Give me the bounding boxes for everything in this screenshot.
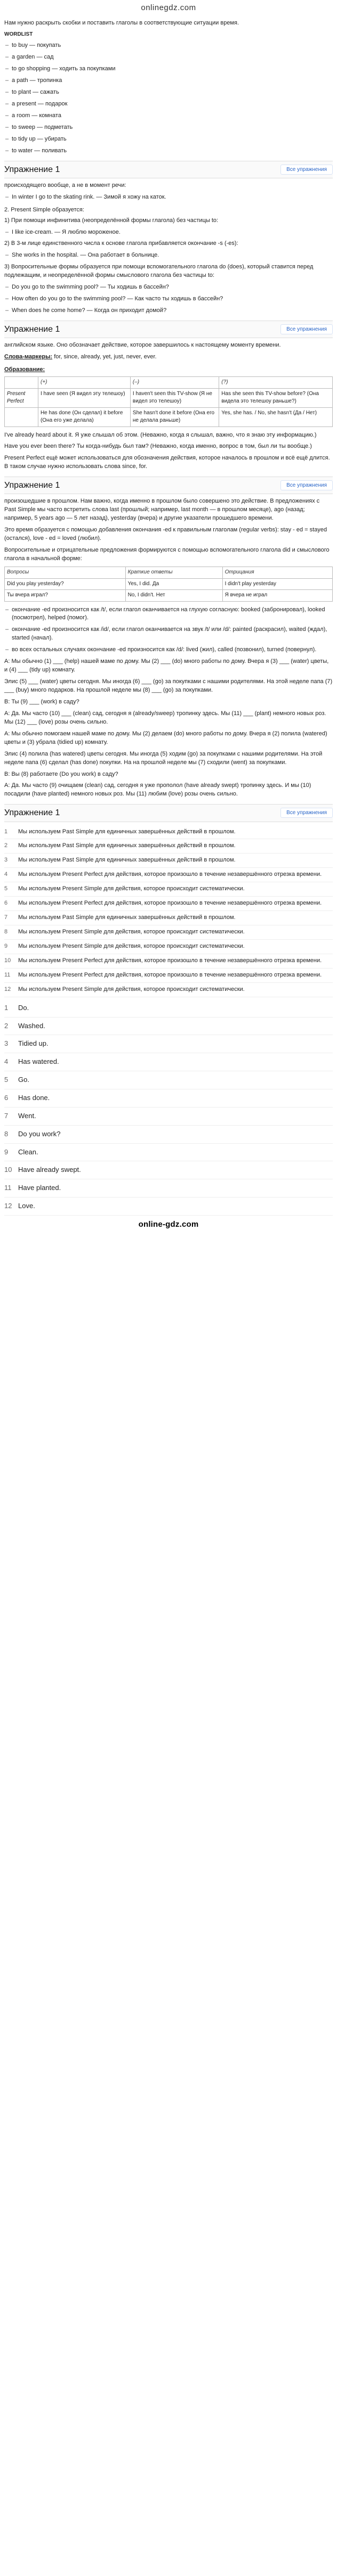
list-item: 1 Do.: [4, 999, 333, 1018]
text-line: Это время образуется с помощью добавления окончания -ed к правильным глаголам (regular verbs): stay - ed = stayed (остался), love - ed = loved (любил).: [4, 527, 327, 542]
list-item: 10 Мы используем Present Perfect для действия, которое произошло в течение незавершённого отрезка времени.: [4, 954, 333, 969]
list-item: 7 Went.: [4, 1107, 333, 1126]
table-row: [5, 590, 333, 602]
task-text: A: Mы обычно (1) ___ (help) нашей маме по дому. Мы (2) ___ (do) много работы по дому. Вчера я (3) ___ (water) цветы, и (4) ___ (tidy up) комнату.: [4, 658, 329, 674]
list-item: 4 Has watered.: [4, 1053, 333, 1071]
list-item: 12 Love.: [4, 1197, 333, 1216]
answer-text: B: Вы (8) работаете (Do you work) в саду?: [4, 770, 118, 777]
exercise-header: [4, 321, 333, 338]
list-item: – окончание -ed произносится как /t/, если глагол оканчивается на глухую согласную: booked (забронировал), looked (посмотрел), helped (помог).: [4, 606, 333, 623]
text-line: Present Perfect ещё может использоваться для обозначения действия, которое началось в прошлом и всё ещё длится. В таком случае нужно использовать слова since, for.: [4, 455, 330, 470]
intro-text: Нам нужно раскрыть скобки и поставить глаголы в соответствующие ситуации время.: [4, 19, 239, 26]
list-item: 3 Мы используем Past Simple для единичных завершённых действий в прошлом.: [4, 854, 333, 868]
list-item: – to plant — сажать: [4, 88, 333, 97]
text-line: английском языке. Оно обозначает действие, которое завершилось к настоящему моменту времени.: [4, 342, 281, 349]
list-item: – In winter I go to the skating rink. — Зимой я хожу на каток.: [4, 193, 333, 202]
rule-text: 1) При помощи инфинитива (неопределённой формы глагола) без частицы to:: [4, 217, 219, 224]
answer-text: Элис (4) полила (has watered) цветы сегодня. Мы иногда (5) ходим (go) за покупками с нашими родителями. На этой неделе папа (6) сделал (has done) покупки. На на прошлой неделе мы (7) сходили (went) за покупками.: [4, 750, 323, 766]
wordlist: [4, 42, 333, 155]
watermark-footer: online-gdz.com: [138, 1219, 199, 1229]
table-header-row: [5, 377, 333, 389]
list-item: – to sweep — подметать: [4, 124, 333, 132]
text-line: происходящего вообще, а не в момент речи:: [4, 182, 126, 188]
all-exercises-button[interactable]: Все упражнения: [280, 480, 333, 490]
list-item: 10 Have already swept.: [4, 1161, 333, 1179]
list-item: 4 Мы используем Present Perfect для действия, которое произошло в течение незавершённого отрезка времени.: [4, 868, 333, 882]
markers-line: [4, 353, 333, 362]
list-item: 11 Have planted.: [4, 1179, 333, 1197]
list-item: – a path — тропинка: [4, 77, 333, 85]
table-cell: Yes, I did. Да: [125, 578, 222, 590]
table-header-cell: (+): [38, 377, 130, 389]
exercise-title: Упражнение 1: [4, 165, 60, 174]
table-header-cell: Отрицания: [222, 567, 332, 579]
explanation-list: [4, 825, 333, 997]
text-line: произошедшие в прошлом. Нам важно, когда именно в прошлом было совершено это действие. В предложениях с Past Simple мы часто встретить слова last (прошлый; например, last month — в прошлом месяце), ago (назад; например, 5 years ago — 5 лет назад), yesterday (вчера) и другие указатели прошедшего времени.: [4, 498, 320, 522]
exercise-title: Упражнение 1: [4, 481, 60, 490]
table-row: [5, 407, 333, 426]
table-cell: Present Perfect: [5, 388, 38, 407]
table-cell: He has done (Он сделал) it before (Она его уже делала): [38, 407, 130, 426]
list-item: 2 Washed.: [4, 1018, 333, 1036]
list-item: – во всех остальных случаях окончание -ed произносится как /d/: lived (жил), called (позвонил), turned (повернул).: [4, 646, 333, 654]
table-cell: Я вчера не играл: [222, 590, 332, 602]
list-item: 1 Мы используем Past Simple для единичных завершённых действий в прошлом.: [4, 825, 333, 840]
table-header-cell: (–): [130, 377, 219, 389]
list-item: 2 Мы используем Past Simple для единичных завершённых действий в прошлом.: [4, 839, 333, 854]
exercise-header: [4, 161, 333, 178]
table-cell: No, I didn't. Нет: [125, 590, 222, 602]
example-list: [4, 193, 333, 202]
text-line: Have you ever been there? Ты когда-нибудь был там? (Неважно, когда именно, вопрос в том, был ли ты вообще.): [4, 443, 312, 450]
rule-text: 3) Вопросительные формы образуется при помощи вспомогательного глагола do (does), который ставится перед подлежащим, и неопределённой формы смыслового глагола без частицы to:: [4, 264, 314, 279]
table-cell: Ты вчера играл?: [5, 590, 126, 602]
list-item: – to water — поливать: [4, 147, 333, 155]
table-row: [5, 388, 333, 407]
table-cell: I haven't seen this TV-show (Я не видел это телешоу): [130, 388, 219, 407]
pronunciation-rules: [4, 606, 333, 655]
list-item: – How often do you go to the swimming pool? — Как часто ты ходишь в бассейн?: [4, 295, 333, 303]
table-cell: Has she seen this TV-show before? (Она видела это телешоу раньше?): [219, 388, 333, 407]
exercise-title: Упражнение 1: [4, 325, 60, 334]
rule-heading: 2. Present Simple образуется:: [4, 206, 84, 213]
table-cell: [5, 407, 38, 426]
answer-list: [4, 999, 333, 1216]
list-item: – When does he come home? — Когда он приходит домой?: [4, 307, 333, 315]
table-cell: She hasn't done it before (Она его не делала раньше): [130, 407, 219, 426]
page: [0, 0, 337, 1236]
table-header-cell: [5, 377, 38, 389]
list-item: – She works in the hospital. — Она работает в больнице.: [4, 251, 333, 260]
list-item: – a room — комната: [4, 112, 333, 120]
wordlist-label: WORDLIST: [4, 31, 33, 37]
list-item: 6 Has done.: [4, 1089, 333, 1107]
task-text: Элис (5) ___ (water) цветы сегодня. Мы иногда (6) ___ (go) за покупками с нашими родителями. На этой неделе папа (7) ___ (buy) много подарков. На прошлой неделе мы (8) ___ (go) за покупками.: [4, 678, 333, 693]
list-item: – to go shopping — ходить за покупками: [4, 65, 333, 73]
list-item: – Do you go to the swimming pool? — Ты ходишь в бассейн?: [4, 283, 333, 292]
rule-text: 2) В 3-м лице единственного числа к основе глагола прибавляется окончание -s (-es):: [4, 240, 238, 247]
list-item: 9 Мы используем Present Simple для действия, которое происходит систематически.: [4, 940, 333, 954]
answer-text: A: Мы обычно помогаем нашей маме по дому. Мы (2) делаем (do) много работы по дому. Вчера я (2) полила (watered) цветы и (3) убрала (tidied up) комнату.: [4, 730, 327, 745]
table-cell: I didn't play yesterday: [222, 578, 332, 590]
list-item: 5 Go.: [4, 1071, 333, 1089]
site-header: onlinegdz.com: [141, 3, 196, 12]
list-item: – окончание -ed произносится как /id/, если глагол оканчивается на звук /t/ или /d/: painted (раскрасил), waited (ждал), started (начал).: [4, 626, 333, 643]
list-item: 5 Мы используем Present Simple для действия, которое происходит систематически.: [4, 882, 333, 897]
table-header-row: [5, 567, 333, 579]
exercise-header: [4, 804, 333, 822]
list-item: 12 Мы используем Present Simple для действия, которое происходит систематически.: [4, 983, 333, 997]
list-item: – a garden — сад: [4, 53, 333, 62]
exercise-header: [4, 477, 333, 494]
table-header-cell: Краткие ответы: [125, 567, 222, 579]
example-list: [4, 251, 333, 260]
example-list: [4, 283, 333, 315]
markers-text: for, since, already, yet, just, never, ever.: [54, 354, 157, 360]
present-perfect-table: [4, 376, 333, 427]
all-exercises-button[interactable]: Все упражнения: [280, 324, 333, 334]
table-cell: I have seen (Я видел эту телешоу): [38, 388, 130, 407]
table-header-cell: Вопросы: [5, 567, 126, 579]
list-item: – a present — подарок: [4, 100, 333, 109]
list-item: – I like ice-cream. — Я люблю мороженое.: [4, 228, 333, 237]
markers-label: Слова-маркеры:: [4, 354, 53, 360]
all-exercises-button[interactable]: Все упражнения: [280, 808, 333, 818]
example-list: [4, 228, 333, 237]
table-header-cell: (?): [219, 377, 333, 389]
form-label: Образование:: [4, 366, 45, 373]
list-item: – to tidy up — убирать: [4, 135, 333, 144]
answer-text: A: Да. Мы часто (9) очищаем (clean) сад, сегодня я уже прополол (have already swept) тропинку здесь. И мы (10) посадили (have planted) немного новых роз. Мы (11) любим (love) розы очень сильно.: [4, 782, 311, 798]
list-item: 7 Мы используем Past Simple для единичных завершённых действий в прошлом.: [4, 911, 333, 925]
past-simple-table: [4, 567, 333, 602]
list-item: 8 Do you work?: [4, 1126, 333, 1144]
text-line: I've already heard about it. Я уже слышал об этом. (Неважно, когда я слышал, важно, что я знаю эту информацию.): [4, 431, 317, 438]
text-line: Вопросительные и отрицательные предложения формируются с помощью вспомогательного глагола did и смыслового глагола в начальной форме:: [4, 547, 330, 562]
table-cell: Did you play yesterday?: [5, 578, 126, 590]
exercise-title: Упражнение 1: [4, 808, 60, 818]
list-item: 8 Мы используем Present Simple для действия, которое происходит систематически.: [4, 925, 333, 940]
task-text: A: Да. Мы часто (10) ___ (clean) сад, сегодня я (already/sweep) тропинку здесь. Мы (11) ___ (plant) немного новых роз. Мы (12) ___ (love) розы очень сильно.: [4, 710, 326, 725]
list-item: – to buy — покупать: [4, 42, 333, 50]
list-item: 11 Мы используем Present Perfect для действия, которое произошло в течение незавершённого отрезка времени.: [4, 969, 333, 983]
task-text: B: Ты (9) ___ (work) в саду?: [4, 698, 79, 705]
list-item: 3 Tidied up.: [4, 1035, 333, 1053]
list-item: 9 Clean.: [4, 1144, 333, 1162]
table-row: [5, 578, 333, 590]
table-cell: Yes, she has. / No, she hasn't (Да / Нет): [219, 407, 333, 426]
all-exercises-button[interactable]: Все упражнения: [280, 165, 333, 175]
list-item: 6 Мы используем Present Perfect для действия, которое произошло в течение незавершённого отрезка времени.: [4, 897, 333, 911]
